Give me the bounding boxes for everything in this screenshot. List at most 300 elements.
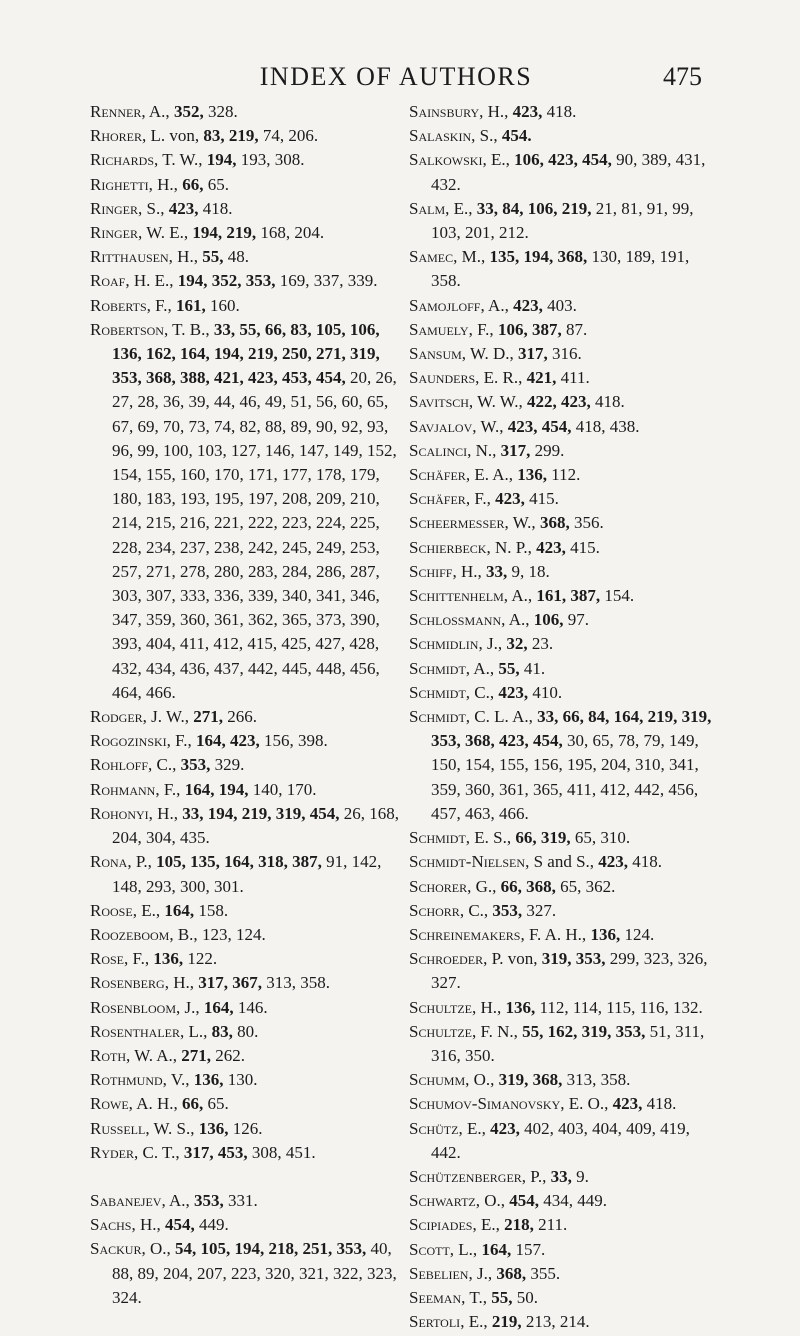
entry-bold: 454, — [509, 1191, 540, 1211]
entry-given: H., — [487, 102, 509, 121]
index-entry: Roozeboom, B., 123, 124. — [90, 924, 266, 944]
entry-name: Rhorer — [90, 126, 143, 146]
entry-given: E. S., — [474, 828, 512, 848]
entry-given: W. E., — [146, 223, 189, 243]
index-entry: Rosenberg, H., 317, 367, 313, 358. — [90, 973, 330, 993]
entry-bold: 423, — [612, 1094, 643, 1114]
entry-bold: 136, — [153, 949, 184, 969]
entry-bold: 423, — [598, 852, 629, 872]
index-entry: Scott, L., 164, 157. — [409, 1239, 546, 1259]
index-entry: Schmidt, E. S., 66, 319, 65, 310. — [409, 828, 631, 848]
entry-given: F., — [163, 779, 181, 799]
entry-name: Rothmund — [90, 1070, 163, 1090]
entry-rest: 418. — [646, 1094, 677, 1114]
entry-given: F., — [155, 295, 172, 315]
entry-name: Ritthausen — [90, 247, 169, 267]
entry-given: T. B., — [172, 319, 210, 339]
entry-rest: 308, 451. — [251, 1142, 316, 1162]
entry-bold: 423, — [513, 295, 543, 315]
entry-rest: 140, 170. — [252, 779, 317, 799]
entry-bold: 136, — [517, 465, 548, 485]
index-entry: Renner, A., 352, 328. — [90, 102, 238, 121]
entry-rest: 130, 189, 191, 358. — [431, 247, 690, 291]
entry-rest: 313, 358. — [266, 973, 330, 993]
entry-bold: 352, — [173, 102, 204, 121]
entry-name: Rohmann — [90, 779, 156, 799]
entry-rest: 355. — [530, 1263, 561, 1283]
entry-rest: 313, 358. — [566, 1070, 631, 1090]
entry-name: Scott — [409, 1239, 450, 1259]
entry-rest: 329. — [214, 755, 245, 775]
entry-rest: 168, 204. — [260, 223, 325, 243]
index-entry: Sainsbury, H., 423, 418. — [409, 102, 577, 121]
entry-given: H., — [177, 247, 198, 267]
entry-rest: 112. — [551, 465, 581, 485]
entry-rest: 213, 214. — [525, 1312, 590, 1332]
entry-bold: 422, 423, — [527, 392, 591, 412]
entry-name: Samojloff — [409, 295, 481, 315]
entry-rest: 262. — [215, 1045, 246, 1065]
entry-given: W. W., — [477, 392, 523, 412]
entry-name: Savjalov — [409, 416, 473, 436]
entry-rest: 299, 323, 326, 327. — [431, 949, 708, 993]
entry-given: G., — [475, 876, 497, 896]
entry-name: Robertson — [90, 319, 164, 339]
entry-rest: 80. — [237, 1021, 259, 1041]
entry-name: Richards — [90, 150, 155, 170]
entry-bold: 421, — [526, 368, 557, 388]
entry-name: Schultze — [409, 1021, 473, 1041]
index-entry: Schroeder, P. von, 319, 353, 299, 323, 326, 327. — [409, 949, 708, 993]
entry-name: Salm — [409, 198, 446, 218]
index-entry: Russell, W. S., 136, 126. — [90, 1118, 263, 1138]
entry-rest: 74, 206. — [262, 126, 319, 146]
entry-rest: 50. — [516, 1287, 538, 1307]
entry-given: T. W., — [162, 150, 203, 170]
entry-given: A., — [473, 658, 495, 678]
index-entry: Rowe, A. H., 66, 65. — [90, 1094, 229, 1114]
entry-given: E., — [480, 1215, 500, 1235]
entry-rest: 65, 310. — [574, 828, 631, 848]
entry-given: O., — [149, 1239, 171, 1259]
entry-rest: 51, 311, 316, 350. — [431, 1021, 705, 1065]
entry-bold: 33, 84, 106, 219, — [476, 198, 592, 218]
page-header — [90, 60, 702, 100]
entry-name: Sackur — [90, 1239, 142, 1259]
entry-name: Schäfer — [409, 465, 466, 485]
index-entry: Salkowski, E., 106, 423, 454, 90, 389, 431, 432. — [409, 150, 706, 194]
entry-bold: 317, 453, — [183, 1142, 248, 1162]
entry-given: F. A. H., — [528, 924, 587, 944]
index-entry: Schützenberger, P., 33, 9. — [409, 1166, 589, 1186]
entry-rest: 403. — [547, 295, 577, 315]
entry-rest: 434, 449. — [543, 1191, 608, 1211]
entry-bold: 218, — [504, 1215, 534, 1235]
entry-rest: 415. — [570, 537, 600, 557]
entry-rest: 402, 403, 404, 409, 419, 442. — [431, 1118, 690, 1162]
entry-given: E., — [466, 1118, 486, 1138]
entry-name: Samec — [409, 247, 454, 267]
index-entry: Richards, T. W., 194, 193, 308. — [90, 150, 305, 170]
index-entry: Sackur, O., 54, 105, 194, 218, 251, 353, 40, 88, 89, 204, 207, 223, 320, 321, 322, 323, 324. — [90, 1239, 397, 1307]
entry-bold: 33, — [550, 1166, 572, 1186]
entry-bold: 423, — [495, 489, 525, 509]
entry-name: Righetti — [90, 174, 149, 194]
index-entry: Schittenhelm, A., 161, 387, 154. — [409, 586, 635, 606]
index-entry: Ringer, W. E., 194, 219, 168, 204. — [90, 223, 325, 243]
entry-given: J., — [476, 1263, 493, 1283]
entry-given: A. H., — [136, 1094, 178, 1114]
entry-given: W. A., — [134, 1045, 178, 1065]
entry-rest: 112, 114, 115, 116, 132. — [539, 997, 703, 1017]
entry-bold: 136, — [198, 1118, 229, 1138]
index-entry: Schmidlin, J., 32, 23. — [409, 634, 554, 654]
index-entry: Rose, F., 136, 122. — [90, 949, 218, 969]
entry-name: Salaskin — [409, 126, 472, 146]
entry-bold: 66, 368, — [500, 876, 556, 896]
entry-bold: 161, 387, — [536, 586, 601, 606]
entry-rest: 123, 124. — [201, 924, 266, 944]
entry-name: Schmidlin — [409, 634, 479, 654]
entry-name: Ryder — [90, 1142, 135, 1162]
index-entry: Rona, P., 105, 135, 164, 318, 387, 91, 142, 148, 293, 300, 301. — [90, 852, 382, 896]
entry-rest: 418. — [595, 392, 625, 412]
index-entry: Scheermesser, W., 368, 356. — [409, 513, 604, 533]
entry-rest: 90, 389, 431, 432. — [431, 150, 706, 194]
index-entry: Sabanejev, A., 353, 331. — [90, 1190, 258, 1210]
index-entry: Schmidt-Nielsen, S and S., 423, 418. — [409, 852, 663, 872]
entry-bold: 161, — [175, 295, 206, 315]
entry-rest: 30, 65, 78, 79, 149, 150, 154, 155, 156, 195, 204, 310, 341, 359, 360, 361, 365, 411, 412, 442, 456, 457, 463, 466. — [431, 731, 699, 823]
entry-rest: 97. — [567, 610, 589, 630]
entry-name: Schumm — [409, 1070, 466, 1090]
entry-name: Roose — [90, 900, 133, 920]
entry-name: Schumov-Simanovsky — [409, 1094, 561, 1114]
index-entry: Schmidt, A., 55, 41. — [409, 658, 546, 678]
entry-name: Rosenthaler — [90, 1021, 181, 1041]
entry-rest: 21, 81, 91, 99, 103, 201, 212. — [431, 198, 694, 243]
entry-bold: 55, — [202, 247, 224, 267]
entry-rest: 211. — [538, 1215, 568, 1235]
entry-bold: 164, — [164, 900, 195, 920]
entry-bold: 353, — [194, 1190, 224, 1210]
index-entry: Saunders, E. R., 421, 411. — [409, 368, 590, 388]
index-entry: Roberts, F., 161, 160. — [90, 295, 240, 315]
entry-rest: 418. — [202, 198, 233, 218]
entry-rest: 65, 362. — [560, 876, 616, 896]
entry-bold: 55, 162, 319, 353, — [522, 1021, 646, 1041]
index-entry: Schütz, E., 423, 402, 403, 404, 409, 419, 442. — [409, 1118, 690, 1162]
entry-name: Rowe — [90, 1094, 129, 1114]
index-entry: Rodger, J. W., 271, 266. — [90, 707, 257, 727]
entry-rest: 158. — [198, 900, 229, 920]
entry-given: J. W., — [151, 707, 189, 727]
entry-given: O., — [473, 1070, 495, 1090]
entry-rest: 331. — [228, 1190, 258, 1210]
entry-name: Schorr — [409, 900, 460, 920]
entry-given: C., — [468, 900, 489, 920]
entry-given: T., — [469, 1287, 487, 1307]
entry-given: J., — [486, 634, 503, 654]
index-entry: Rothmund, V., 136, 130. — [90, 1070, 258, 1090]
entry-bold: 83, 219, — [203, 126, 259, 146]
index-entry: Samec, M., 135, 194, 368, 130, 189, 191, 358. — [409, 247, 690, 291]
entry-given: E. A., — [474, 465, 514, 485]
index-column-right — [409, 100, 719, 1334]
entry-given: A., — [169, 1190, 190, 1210]
entry-bold: 136, — [193, 1070, 224, 1090]
entry-bold: 66, 319, — [515, 828, 571, 848]
entry-given: E., — [490, 150, 510, 170]
entry-name: Rodger — [90, 707, 143, 727]
entry-given: F., — [175, 731, 192, 751]
index-entry: Salaskin, S., 454. — [409, 126, 532, 146]
entry-rest: 299. — [534, 440, 565, 460]
entry-rest: 23. — [531, 634, 554, 654]
entry-bold: 317, — [500, 440, 531, 460]
index-entry: Schäfer, E. A., 136, 112. — [409, 465, 581, 485]
entry-rest: 9, 18. — [511, 561, 550, 581]
entry-bold: 423, — [168, 198, 199, 218]
index-entry: Rohloff, C., 353, 329. — [90, 755, 245, 775]
entry-name: Salkowski — [409, 150, 483, 170]
entry-name: Sainsbury — [409, 102, 480, 121]
entry-name: Rose — [90, 949, 125, 969]
index-entry: Salm, E., 33, 84, 106, 219, 21, 81, 91, 99, 103, 201, 212. — [409, 198, 694, 243]
entry-bold: 194, — [206, 150, 237, 170]
entry-given: L., — [458, 1239, 478, 1259]
index-entry: Schumov-Simanovsky, E. O., 423, 418. — [409, 1094, 677, 1114]
entry-given: N., — [475, 440, 497, 460]
entry-rest: 266. — [227, 707, 257, 727]
entry-given: F., — [132, 949, 150, 969]
entry-bold: 353, — [180, 755, 211, 775]
entry-given: E., — [141, 900, 161, 920]
index-entry: Rosenbloom, J., 164, 146. — [90, 997, 268, 1017]
entry-given: C. L. A., — [474, 707, 533, 727]
entry-given: E., — [468, 1312, 488, 1332]
index-entry: Schäfer, F., 423, 415. — [409, 489, 559, 509]
entry-bold: 55, — [491, 1287, 513, 1307]
entry-rest: 40, 88, 89, 204, 207, 223, 320, 321, 322, 323, 324. — [112, 1239, 397, 1307]
index-entry: Seeman, T., 55, 50. — [409, 1287, 538, 1307]
entry-rest: 160. — [209, 295, 240, 315]
entry-given: A., — [148, 102, 170, 121]
index-entry: Roose, E., 164, 158. — [90, 900, 229, 920]
index-entry: Sertoli, E., 219, 213, 214. — [409, 1312, 590, 1332]
entry-bold: 423, 454, — [507, 416, 572, 436]
index-entry: Schorer, G., 66, 368, 65, 362. — [409, 876, 616, 896]
entry-bold: 106, 423, 454, — [514, 150, 612, 170]
entry-rest: 65. — [207, 1094, 229, 1114]
index-entry: Rhorer, L. von, 83, 219, 74, 206. — [90, 126, 319, 146]
entry-bold: 32, — [506, 634, 528, 654]
entry-rest: 157. — [515, 1239, 546, 1259]
entry-bold: 106, — [533, 610, 564, 630]
entry-given: W., — [512, 513, 536, 533]
index-entry: Schiff, H., 33, 9, 18. — [409, 561, 550, 581]
index-entry: Righetti, H., 66, 65. — [90, 174, 229, 194]
entry-rest: 449. — [199, 1215, 229, 1235]
index-entry: Schwartz, O., 454, 434, 449. — [409, 1191, 608, 1211]
entry-name: Schmidt — [409, 828, 466, 848]
entry-name: Schmidt — [409, 658, 466, 678]
entry-name: Schmidt — [409, 707, 466, 727]
entry-rest: 418. — [632, 852, 663, 872]
entry-bold: 271, — [181, 1045, 212, 1065]
entry-bold: 423, — [490, 1118, 520, 1138]
entry-rest: 328. — [207, 102, 238, 121]
entry-name: Schierbeck — [409, 537, 487, 557]
entry-bold: 423, — [512, 102, 543, 121]
entry-name: Schütz — [409, 1118, 459, 1138]
entry-given: H., — [157, 174, 178, 194]
entry-name: Rogozinski — [90, 731, 167, 751]
entry-given: B., — [177, 924, 198, 944]
entry-name: Ringer — [90, 223, 139, 243]
entry-bold: 66, — [182, 1094, 204, 1114]
entry-name: Schützenberger — [409, 1166, 522, 1186]
entry-bold: 219, — [491, 1312, 522, 1332]
entry-given: W. D., — [470, 344, 514, 364]
entry-bold: 105, 135, 164, 318, 387, — [156, 852, 322, 872]
index-column-left — [90, 100, 400, 1310]
index-entry: Robertson, T. B., 33, 55, 66, 83, 105, 106, 136, 162, 164, 194, 219, 250, 271, 319, 353, 368, 388, 421, 423, 453, 454, 20, 26, 27, 28, 36, 39, 44, 46, 49, 51, 56, 60, 65, 67, 69, 70, 73, 74, 82, 88, 89, 90, 92, 93, 96, 99, 100, 103, 127, 146, 147, 149, 152, 154, 155, 160, 170, 171, 177, 178, 179, 180, 183, 193, 195, 197, 208, 209, 210, 214, 215, 216, 221, 222, 223, 224, 225, 228, 234, 237, 238, 242, 245, 249, 253, 257, 271, 278, 280, 283, 284, 286, 287, 303, 307, 333, 336, 339, 340, 341, 346, 347, 359, 360, 361, 362, 365, 373, 390, 393, 404, 411, 412, 415, 425, 427, 428, 432, 434, 436, 437, 442, 445, 448, 456, 464, 466. — [90, 319, 397, 702]
entry-name: Schmidt — [409, 682, 466, 702]
entry-name: Roaf — [90, 271, 126, 291]
entry-rest: 26, 168, 204, 304, 435. — [112, 803, 399, 848]
index-entry: Schmidt, C., 423, 410. — [409, 682, 563, 702]
entry-name: Schiff — [409, 561, 453, 581]
index-entry: Ryder, C. T., 317, 453, 308, 451. — [90, 1142, 316, 1162]
index-entry: Sansum, W. D., 317, 316. — [409, 344, 582, 364]
index-entry: Rosenthaler, L., 83, 80. — [90, 1021, 259, 1041]
entry-bold: 164, — [481, 1239, 512, 1259]
entry-given: W. S., — [153, 1118, 195, 1138]
entry-bold: 317, 367, — [198, 973, 262, 993]
index-entry: Schierbeck, N. P., 423, 415. — [409, 537, 600, 557]
entry-bold: 55, — [498, 658, 520, 678]
entry-given: P., — [135, 852, 152, 872]
entry-bold: 164, 194, — [184, 779, 249, 799]
entry-bold: 194, 352, 353, — [177, 271, 276, 291]
entry-given: H., — [157, 803, 178, 823]
entry-name: Schroeder — [409, 949, 484, 969]
entry-given: F., — [474, 489, 491, 509]
entry-bold: 317, — [518, 344, 548, 364]
entry-bold: 368, — [539, 513, 570, 533]
entry-given: H., — [173, 973, 194, 993]
entry-name: Schlossmann — [409, 610, 502, 630]
entry-name: Rohloff — [90, 755, 149, 775]
entry-rest: 156, 398. — [264, 731, 328, 751]
entry-given: A., — [508, 610, 530, 630]
entry-bold: 368, — [496, 1263, 527, 1283]
entry-name: Scipiades — [409, 1215, 473, 1235]
entry-given: H. E., — [133, 271, 174, 291]
entry-given: P., — [530, 1166, 547, 1186]
entry-rest: 410. — [532, 682, 563, 702]
index-entry: Schultze, F. N., 55, 162, 319, 353, 51, 311, 316, 350. — [409, 1021, 705, 1065]
entry-given: L., — [188, 1021, 208, 1041]
index-entry: Schlossmann, A., 106, 97. — [409, 610, 589, 630]
page-number: 475 — [663, 62, 702, 91]
entry-rest: 327. — [526, 900, 557, 920]
entry-name: Roozeboom — [90, 924, 170, 944]
entry-name: Ringer — [90, 198, 139, 218]
index-entry: Roth, W. A., 271, 262. — [90, 1045, 246, 1065]
entry-bold: 164, 423, — [196, 731, 260, 751]
index-entry: Scalinci, N., 317, 299. — [409, 440, 565, 460]
entry-name: Schäfer — [409, 489, 466, 509]
entry-given: S and S., — [533, 852, 595, 872]
entry-given: O., — [484, 1191, 506, 1211]
index-entry: Sebelien, J., 368, 355. — [409, 1263, 561, 1283]
entry-bold: 33, 55, 66, 83, 105, 106, 136, 162, 164, 194, 219, 250, 271, 319, 353, 368, 388, 421, 423, 453, 454, — [112, 319, 380, 388]
entry-name: Schittenhelm — [409, 586, 504, 606]
entry-bold: 136, — [590, 924, 621, 944]
page-title: INDEX OF AUTHORS — [259, 62, 533, 91]
entry-rest: 20, 26, 27, 28, 36, 39, 44, 46, 49, 51, 56, 60, 65, 67, 69, 70, 73, 74, 82, 88, 89, 90, 92, 93, 96, 99, 100, 103, 127, 146, 147, 149, 152, 154, 155, 160, 170, 171, 177, 178, 179, 180, 183, 193, 195, 197, 208, 209, 210, 214, 215, 216, 221, 222, 223, 224, 225, 228, 234, 237, 238, 242, 245, 249, 253, 257, 271, 278, 280, 283, 284, 286, 287, 303, 307, 333, 336, 339, 340, 341, 346, 347, 359, 360, 361, 362, 365, 373, 390, 393, 404, 411, 412, 415, 425, 427, 428, 432, 434, 436, 437, 442, 445, 448, 456, 464, 466. — [112, 368, 397, 702]
entry-rest: 126. — [232, 1118, 263, 1138]
entry-rest: 418. — [546, 102, 577, 121]
entry-rest: 193, 308. — [240, 150, 305, 170]
index-entry: Rogozinski, F., 164, 423, 156, 398. — [90, 731, 328, 751]
entry-name: Sachs — [90, 1215, 132, 1235]
entry-bold: 271, — [193, 707, 223, 727]
entry-rest: 91, 142, 148, 293, 300, 301. — [112, 852, 382, 896]
entry-name: Sebelien — [409, 1263, 469, 1283]
entry-given: W., — [480, 416, 504, 436]
entry-name: Rosenberg — [90, 973, 165, 993]
entry-name: Seeman — [409, 1287, 462, 1307]
entry-given: H., — [139, 1215, 161, 1235]
entry-given: H., — [460, 561, 482, 581]
entry-name: Rona — [90, 852, 128, 872]
entry-bold: 454. — [501, 126, 532, 146]
entry-given: P. von, — [491, 949, 538, 969]
entry-bold: 33, — [486, 561, 508, 581]
entry-bold: 353, — [492, 900, 523, 920]
entry-name: Schorer — [409, 876, 468, 896]
entry-name: Rosenbloom — [90, 997, 177, 1017]
entry-name: Schmidt-Nielsen — [409, 852, 526, 872]
entry-rest: 9. — [576, 1166, 589, 1186]
entry-bold: 319, 353, — [541, 949, 606, 969]
index-entry: Rohonyi, H., 33, 194, 219, 319, 454, 26, 168, 204, 304, 435. — [90, 803, 399, 848]
entry-name: Sabanejev — [90, 1190, 162, 1210]
index-entry: Savjalov, W., 423, 454, 418, 438. — [409, 416, 640, 436]
entry-rest: 124. — [624, 924, 655, 944]
entry-rest: 87. — [565, 319, 588, 339]
entry-given: S., — [479, 126, 498, 146]
entry-given: F., — [477, 319, 494, 339]
entry-name: Scalinci — [409, 440, 468, 460]
index-entry: Rohmann, F., 164, 194, 140, 170. — [90, 779, 317, 799]
entry-given: C., — [474, 682, 495, 702]
entry-bold: 83, — [211, 1021, 233, 1041]
index-entry: Savitsch, W. W., 422, 423, 418. — [409, 392, 625, 412]
entry-bold: 136, — [505, 997, 536, 1017]
entry-name: Russell — [90, 1118, 146, 1138]
entry-given: N. P., — [494, 537, 532, 557]
entry-bold: 423, — [498, 682, 529, 702]
index-entry: Schreinemakers, F. A. H., 136, 124. — [409, 924, 655, 944]
entry-bold: 33, 194, 219, 319, 454, — [182, 803, 340, 823]
entry-given: V., — [170, 1070, 190, 1090]
index-entry: Schorr, C., 353, 327. — [409, 900, 557, 920]
entry-name: Renner — [90, 102, 142, 121]
